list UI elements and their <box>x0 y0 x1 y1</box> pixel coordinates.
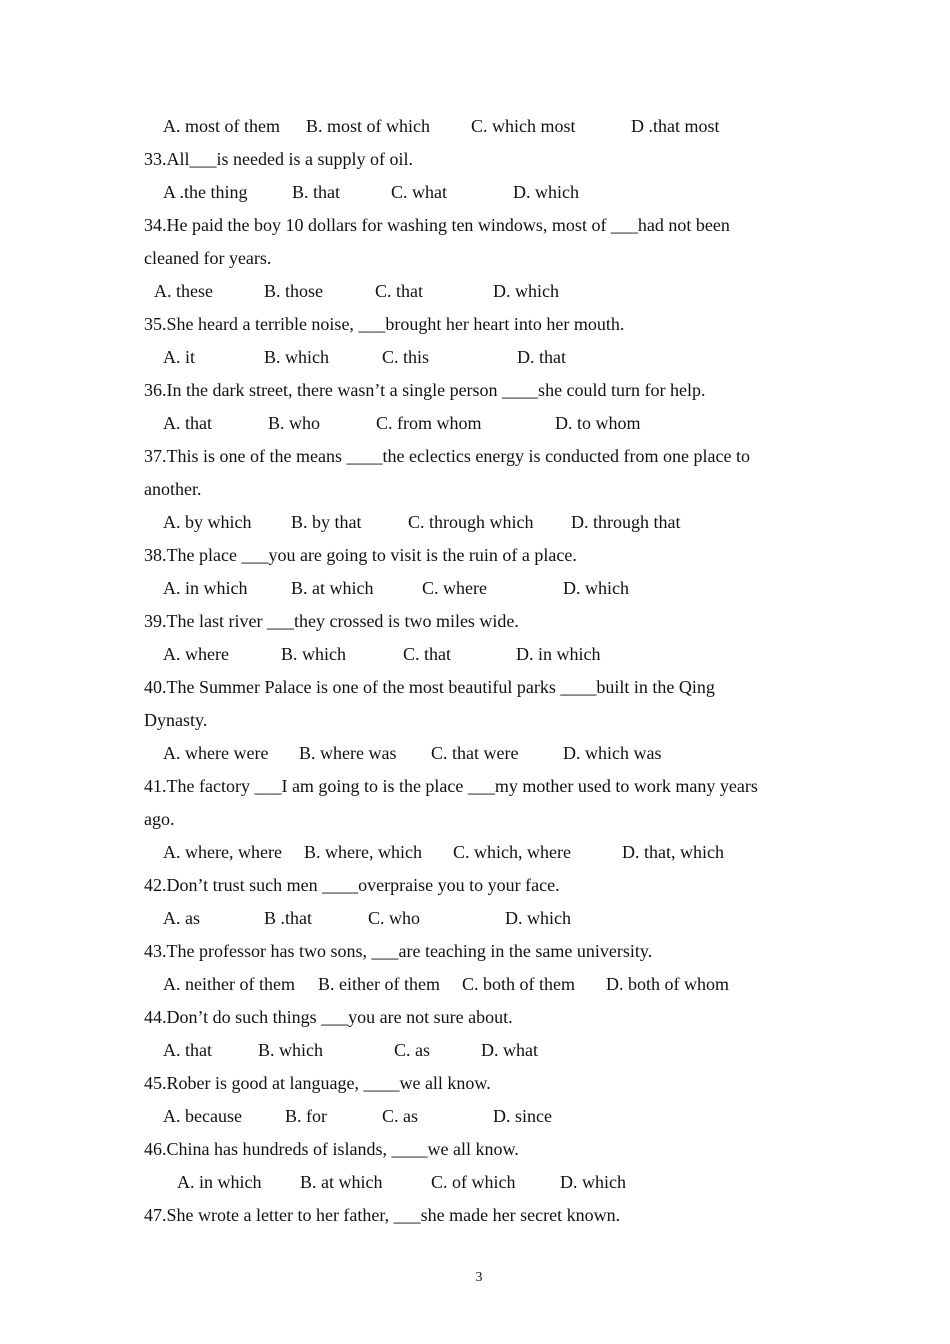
answer-option-b: B. which <box>258 1040 323 1060</box>
answer-option-a: A. these <box>154 281 213 301</box>
answer-option-d: D. which <box>505 908 571 928</box>
answer-option-c: C. as <box>382 1106 418 1126</box>
question-text: 42.Don’t trust such men ____overpraise you to your face. <box>144 875 560 895</box>
question-text: 35.She heard a terrible noise, ___brought her heart into her mouth. <box>144 314 625 334</box>
question-text: 40.The Summer Palace is one of the most beautiful parks ____built in the Qing <box>144 677 715 697</box>
question-text: 44.Don’t do such things ___you are not sure about. <box>144 1007 513 1027</box>
answer-option-b: B. by that <box>291 512 362 532</box>
page-number: 3 <box>475 1270 483 1285</box>
answer-option-b: B. for <box>285 1106 327 1126</box>
question-text: 41.The factory ___I am going to is the place ___my mother used to work many years <box>144 776 758 796</box>
answer-option-a: A. where <box>163 644 229 664</box>
answer-option-b: B. those <box>264 281 324 301</box>
question-text: 38.The place ___you are going to visit is the ruin of a place. <box>144 545 577 565</box>
answer-option-d: D. which <box>563 578 629 598</box>
answer-option-c: C. that <box>375 281 423 301</box>
answer-option-d: D .that most <box>631 116 720 136</box>
answer-option-b: B. which <box>281 644 346 664</box>
answer-option-c: C. through which <box>408 512 534 532</box>
answer-option-c: C. what <box>391 182 447 202</box>
question-text: 45.Rober is good at language, ____we all know. <box>144 1073 491 1093</box>
answer-option-a: A. most of them <box>163 116 280 136</box>
question-text: Dynasty. <box>144 710 208 730</box>
question-text: 34.He paid the boy 10 dollars for washing ten windows, most of ___had not been <box>144 215 730 235</box>
answer-option-c: C. as <box>394 1040 430 1060</box>
answer-option-b: B. which <box>264 347 329 367</box>
question-text: 39.The last river ___they crossed is two miles wide. <box>144 611 519 631</box>
answer-option-c: C. from whom <box>376 413 482 433</box>
answer-option-a: A. in which <box>163 578 248 598</box>
question-text: another. <box>144 479 202 499</box>
answer-option-c: C. where <box>422 578 487 598</box>
answer-option-d: D. since <box>493 1106 552 1126</box>
answer-option-d: D. both of whom <box>606 974 729 994</box>
question-text: 36.In the dark street, there wasn’t a single person ____she could turn for help. <box>144 380 706 400</box>
answer-option-d: D. through that <box>571 512 681 532</box>
question-text: 33.All___is needed is a supply of oil. <box>144 149 413 169</box>
answer-option-a: A. where, where <box>163 842 282 862</box>
answer-option-c: C. this <box>382 347 430 367</box>
answer-option-c: C. that <box>403 644 451 664</box>
answer-option-b: B. either of them <box>318 974 440 994</box>
answer-option-a: A. where were <box>163 743 269 763</box>
answer-option-c: C. of which <box>431 1172 516 1192</box>
answer-option-c: C. which most <box>471 116 576 136</box>
answer-option-d: D. which <box>513 182 579 202</box>
answer-option-b: B .that <box>264 908 312 928</box>
answer-option-a: A. it <box>163 347 196 367</box>
question-text: cleaned for years. <box>144 248 272 268</box>
answer-option-d: D. what <box>481 1040 538 1060</box>
answer-option-a: A. that <box>163 1040 212 1060</box>
question-text: ago. <box>144 809 175 829</box>
answer-option-c: C. both of them <box>462 974 575 994</box>
answer-option-d: D. that, which <box>622 842 724 862</box>
answer-option-b: B. who <box>268 413 321 433</box>
answer-option-a: A. neither of them <box>163 974 295 994</box>
answer-option-c: C. that were <box>431 743 519 763</box>
answer-option-b: B. where, which <box>304 842 422 862</box>
answer-option-d: D. in which <box>516 644 601 664</box>
answer-option-d: D. that <box>517 347 566 367</box>
answer-option-d: D. to whom <box>555 413 641 433</box>
answer-option-b: B. at which <box>300 1172 383 1192</box>
answer-option-c: C. who <box>368 908 421 928</box>
answer-option-a: A. by which <box>163 512 252 532</box>
answer-option-b: B. that <box>292 182 340 202</box>
answer-option-d: D. which <box>560 1172 626 1192</box>
answer-option-a: A. as <box>163 908 200 928</box>
answer-option-b: B. most of which <box>306 116 430 136</box>
answer-option-a: A. that <box>163 413 212 433</box>
answer-option-a: A. because <box>163 1106 242 1126</box>
answer-option-c: C. which, where <box>453 842 571 862</box>
question-text: 46.China has hundreds of islands, ____we all know. <box>144 1139 519 1159</box>
question-text: 47.She wrote a letter to her father, ___she made her secret known. <box>144 1205 621 1225</box>
answer-option-d: D. which <box>493 281 559 301</box>
answer-option-d: D. which was <box>563 743 662 763</box>
question-text: 37.This is one of the means ____the eclectics energy is conducted from one place to <box>144 446 750 466</box>
answer-option-b: B. where was <box>299 743 397 763</box>
answer-option-a: A .the thing <box>163 182 248 202</box>
answer-option-a: A. in which <box>177 1172 262 1192</box>
question-text: 43.The professor has two sons, ___are teaching in the same university. <box>144 941 653 961</box>
answer-option-b: B. at which <box>291 578 374 598</box>
